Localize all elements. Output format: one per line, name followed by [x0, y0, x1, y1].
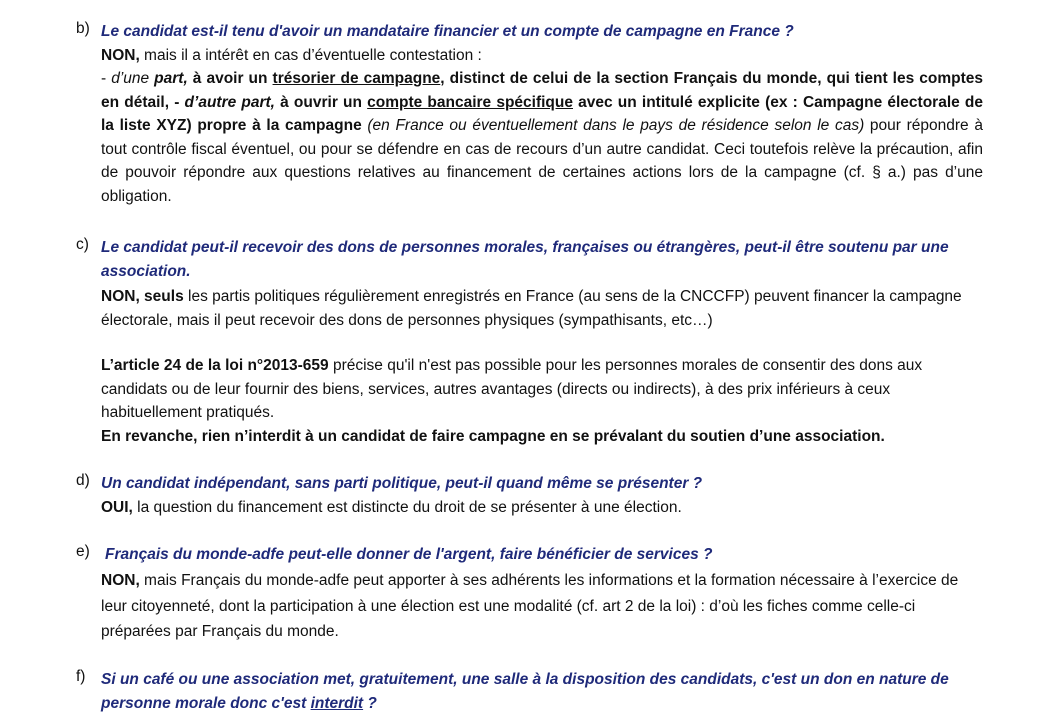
section-f-question	[101, 668, 963, 715]
answer-keyword: NON,	[101, 572, 140, 589]
answer-text: mais Français du monde-adfe peut apporter à ses adhérents les informations et la formation nécessaire à l’exercice de leur citoyenneté, dont la participation à une élection est une modalité (cf. art 2 de la loi) : d’où les fiches comme celle-ci préparées par Français du monde.	[101, 572, 959, 640]
answer-keyword: OUI,	[101, 499, 133, 516]
section-d-question: Un candidat indépendant, sans parti politique, peut-il quand même se présenter ?	[101, 475, 703, 492]
section-b-answer-line	[101, 44, 983, 68]
article-reference: L’article 24 de la loi n°2013-659	[101, 357, 329, 374]
section-f-letter: f)	[76, 668, 86, 685]
answer-text: mais il a intérêt en cas d’éventuelle contestation :	[139, 46, 482, 64]
section-e-letter: e)	[76, 543, 90, 560]
part-text: part,	[241, 93, 275, 111]
section-d-answer	[101, 496, 983, 520]
tresorier-link-text: trésorier de campagne	[272, 70, 441, 87]
interdit-text: interdit	[310, 694, 364, 712]
dune-text: d’une	[111, 70, 155, 87]
question-mark: ?	[363, 694, 377, 712]
section-d-letter: d)	[76, 472, 90, 489]
answer-text: la question du financement est distincte du droit de se présenter à une élection.	[132, 499, 682, 516]
bold-text: à ouvrir un	[274, 93, 368, 111]
answer-keyword: NON, seuls	[101, 288, 184, 305]
compte-text: compte bancaire spécifique	[367, 93, 573, 111]
dautre-text: d’autre	[184, 93, 242, 111]
answer-keyword: NON,	[101, 46, 140, 64]
italic-text: (en France ou éventuellement dans le pays de résidence selon le cas)	[367, 117, 865, 134]
bold-text: avec un intitulé explicite (ex : Campagne électorale de la liste XYZ) propre à la campagne	[101, 93, 983, 134]
section-c-question: Le candidat peut-il recevoir des dons de personnes morales, françaises ou étrangères, peut-il être soutenu par une association.	[101, 239, 949, 280]
plain-text: pour répondre à tout contrôle fiscal éventuel, ou pour se défendre en cas de recours d’un autre candidat. Ceci toutefois relève la précaution, afin de pouvoir répondre aux questions relatives au financement de certaines actions lors de la campagne (cf. § a.) pas d’une obligation.	[101, 117, 983, 205]
section-b-letter: b)	[76, 20, 90, 37]
section-c-article	[101, 354, 983, 425]
section-e-question: Français du monde-adfe peut-elle donner de l'argent, faire bénéficier de services ?	[105, 546, 713, 563]
bold-text: , distinct de celui de la section Français du monde, qui tient les comptes en détail, -	[101, 70, 983, 111]
section-b-question: Le candidat est-il tenu d'avoir un mandataire financier et un compte de campagne en France ?	[101, 23, 794, 40]
section-b-paragraph	[101, 67, 983, 208]
section-e-answer	[101, 568, 983, 645]
dash-text: -	[101, 70, 112, 87]
part-text: part,	[154, 70, 188, 87]
bold-text: à avoir un	[187, 70, 273, 87]
article-text: précise qu'il n'est pas possible pour les personnes morales de consentir des dons aux candidats ou de leur fournir des biens, services, autres avantages (directs ou indirects), à des prix inférieurs à ceux habituellement pratiqués.	[101, 357, 923, 421]
answer-text: les partis politiques régulièrement enregistrés en France (au sens de la CNCCFP) peuvent financer la campagne électorale, mais il peut recevoir des dons de personnes physiques (sympathisants, etc…)	[101, 288, 962, 329]
section-c-revanche: En revanche, rien n’interdit à un candidat de faire campagne en se prévalant du soutien d’une association.	[101, 428, 885, 445]
section-c-letter: c)	[76, 236, 89, 253]
question-text: Si un café ou une association met, gratuitement, une salle à la disposition des candidats, c'est un don en nature de personne morale donc c'est	[101, 671, 949, 712]
section-c-answer	[101, 285, 983, 332]
